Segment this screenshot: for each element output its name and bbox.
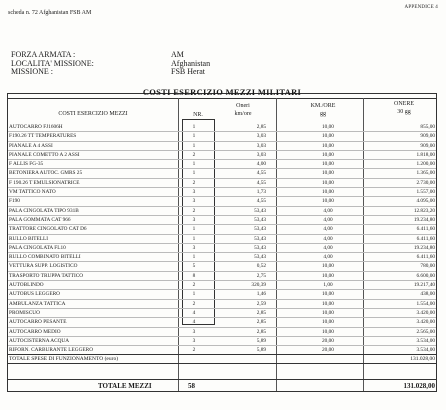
onere-total: 2.730,00 [416,179,435,186]
table-row [8,142,436,151]
oneri-value: 53,43 [254,226,266,233]
totale-funz-label: TOTALE SPESE DI FUNZIONAMENTO (euro) [9,356,119,362]
totale-mezzi-label: TOTALE MEZZI [98,382,152,390]
table-row [8,179,436,188]
onere-total: 3.420,00 [416,319,435,326]
km-ore-value: 1,00 [323,282,333,289]
table-row [8,216,436,225]
km-ore-value: 10,00 [322,198,334,205]
onere-total: 855,00 [420,124,435,130]
col-header-onere: ONERE [394,101,414,107]
table-title: COSTI ESERCIZIO MEZZI MILITARI [142,87,302,97]
vehicle-name: PALA CINGOLATA TIPO 931B [9,207,79,214]
oneri-value: 320,39 [251,282,266,289]
col-header-km: KM./ORE [310,103,336,109]
table-row [8,169,436,178]
km-ore-value: 4,00 [323,207,333,214]
costs-table [7,87,437,392]
totale-mezzi-nr: 58 [188,382,195,390]
vehicle-count: 1 [192,170,196,177]
onere-total: 19.217,40 [413,282,435,289]
col-header-km-unit: gg [320,111,326,117]
vehicle-count: 2 [192,347,196,354]
km-ore-value: 4,00 [323,244,333,251]
oneri-value: 3,03 [256,133,266,140]
vehicle-name: F190 [9,198,20,205]
oneri-value: 53,43 [254,235,266,242]
km-ore-value: 4,00 [323,254,333,261]
forza-label: FORZA ARMATA : [11,50,76,59]
vehicle-count: 2 [192,207,196,214]
oneri-value: 4,55 [256,170,266,177]
table-row [8,244,436,253]
title-rule [8,98,436,99]
table-row [8,262,436,271]
oneri-value: 5,89 [256,347,266,354]
onere-total: 6.411,60 [416,235,435,242]
appendix-label: APPENDICE 4 [404,5,438,10]
oneri-value: 0,52 [256,263,266,270]
mission-info [11,51,291,77]
onere-total: 909,00 [420,133,435,140]
onere-total: 19.234,80 [413,244,435,251]
oneri-value: 2,85 [256,124,266,130]
vehicle-count: 3 [192,244,196,251]
table-row [8,123,436,132]
vehicle-count: 1 [192,254,196,261]
oneri-value: 5,89 [256,337,266,344]
onere-total: 1.557,00 [416,189,435,196]
vehicle-name: AUTOBUS LEGGERO [9,291,60,298]
oneri-value: 2,85 [256,309,266,316]
km-ore-value: 10,00 [322,142,334,149]
oneri-value: 53,43 [254,207,266,214]
vehicle-count: 2 [192,179,196,186]
onere-total: 1.200,00 [416,161,435,168]
vehicle-count: 1 [192,124,196,130]
vehicle-name: VM TATTICO NATO [9,189,56,196]
km-ore-value: 10,00 [322,124,334,130]
vehicle-name: RULLO COMBINATO BITELLI [9,254,81,261]
oneri-value: 53,43 [254,254,266,261]
vehicle-name: AUTOCISTERNA ACQUA [9,337,70,344]
totale-funz-value: 131.028,00 [410,356,435,362]
table-row [8,337,436,346]
col-header-mezzi: COSTI ESERCIZIO MEZZI [58,111,128,117]
vehicle-count: 5 [192,263,196,270]
scheda-header: scheda n. 72 Afghanistan FSB AM [8,10,92,16]
table-row [8,290,436,299]
onere-total: 2.565,00 [416,328,435,335]
localita-label: LOCALITA' MISSIONE: [11,58,94,68]
oneri-value: 4,00 [256,161,266,168]
oneri-value: 1,46 [256,291,266,298]
vehicle-count: 3 [192,337,196,344]
onere-total: 3.534,00 [416,337,435,344]
oneri-value: 3,03 [256,151,266,158]
vehicle-name: TRATTORE CINGOLATO CAT D6 [9,226,87,233]
vehicle-count: 3 [192,198,196,205]
oneri-value: 1,73 [256,189,266,196]
vehicle-name: PIANALE COMETTO A 2 ASSI [9,151,80,158]
km-ore-value: 10,00 [322,133,334,140]
table-row [8,300,436,309]
table-row [8,188,436,197]
vehicle-count: 3 [192,328,196,335]
onere-total: 12.823,20 [413,207,435,214]
km-ore-value: 10,00 [322,161,334,168]
vehicle-name: AUTOBLINDO [9,282,44,289]
oneri-value: 2,75 [256,272,266,279]
km-ore-value: 10,00 [322,189,334,196]
table-row [8,197,436,206]
vehicle-count: 2 [192,151,196,158]
onere-total: 1.365,00 [416,170,435,177]
onere-total: 19.234,80 [413,216,435,223]
table-row [8,160,436,169]
vehicle-count: 3 [192,189,196,196]
table-row [8,235,436,244]
km-ore-value: 10,00 [322,179,334,186]
oneri-value: 2,59 [256,300,266,307]
vehicle-name: PALA GOMMATA CAT 966 [9,216,71,223]
col-header-nr: NR. [193,112,203,118]
oneri-value: 4,55 [256,198,266,205]
vehicle-count: 1 [192,226,196,233]
oneri-value: 53,43 [254,244,266,251]
vehicle-count: 8 [192,272,196,279]
table-row [8,328,436,337]
vehicle-name: RULLO BITELLI [9,235,48,242]
onere-total: 1.818,00 [416,151,435,158]
onere-total: 780,00 [420,263,435,270]
vehicle-count: 4 [192,309,196,316]
col-header-oneri-unit: km/ore [234,111,252,117]
forza-value: AM [171,50,184,59]
km-ore-value: 4,00 [323,216,333,223]
km-ore-value: 10,00 [322,291,334,298]
vehicle-name: F ALLIS FG-35 [9,161,44,168]
table-row [8,132,436,141]
vehicle-name: F 190.26 T EMULSIONATRICE [9,179,80,186]
onere-total: 3.534,00 [416,347,435,354]
totale-mezzi-value: 131.028,00 [403,382,435,390]
vehicle-count: 1 [192,133,196,140]
totale-funzionamento-row [8,354,436,364]
vehicle-count: 3 [192,216,196,223]
km-ore-value: 10,00 [322,151,334,158]
table-row [8,151,436,160]
localita-value: Afghanistan [171,58,211,68]
km-ore-value: 20,00 [322,347,334,354]
onere-total: 438,00 [420,291,435,298]
onere-total: 3.420,00 [416,309,435,316]
km-ore-value: 4,00 [323,235,333,242]
table-row [8,281,436,290]
km-ore-value: 10,00 [322,328,334,335]
vehicle-count: 1 [192,235,196,242]
col-header-oneri: Oneri [236,103,250,109]
km-ore-value: 10,00 [322,272,334,279]
table-row [8,272,436,281]
vehicle-name: AUTOCARRO MEDIO [9,328,61,335]
km-ore-value: 10,00 [322,319,334,326]
vehicle-name: F190.26 TT TEMPERATURES [9,133,77,140]
vehicle-count: 1 [192,291,196,298]
km-ore-value: 10,00 [322,309,334,316]
oneri-value: 2,85 [256,328,266,335]
missione-value: FSB Herat [171,67,205,76]
km-ore-value: 10,00 [322,300,334,307]
onere-total: 4.095,00 [416,198,435,205]
vehicle-name: BETONIERA AUTOC. GMRS 25 [9,170,83,177]
vehicle-name: AMBULANZA TATTICA [9,300,66,307]
km-ore-value: 4,00 [323,226,333,233]
vehicle-name: RIFORN. CARBURANTE LEGGERO [9,347,94,354]
oneri-value: 4,55 [256,179,266,186]
vehicle-count: 1 [192,142,196,149]
onere-total: 6.411,60 [416,254,435,261]
vehicle-name: PIANALE A 4 ASSI [9,142,53,149]
table-row [8,318,436,327]
vehicle-name: PALA CINGOLATA FL10 [9,244,66,251]
km-ore-value: 10,00 [322,263,334,270]
vehicle-name: TRASPORTO TRUPPA TATTICO [9,272,84,279]
vehicle-name: PROMISCUO [9,309,40,316]
vehicle-name: AUTOCARRO PESANTE [9,319,67,326]
oneri-value: 2,85 [256,319,266,326]
table-row [8,207,436,216]
table-body [8,123,436,355]
km-ore-value: 10,00 [322,170,334,177]
vehicle-count: 2 [192,300,196,307]
table-row [8,253,436,262]
oneri-value: 3,03 [256,142,266,149]
table-row [8,309,436,318]
onere-total: 6.600,00 [416,272,435,279]
missione-label: MISSIONE : [11,67,54,76]
table-row [8,225,436,234]
onere-total: 909,00 [420,142,435,149]
col-header-onere-unit: 30 gg [397,109,411,115]
onere-total: 1.554,00 [416,300,435,307]
vehicle-count: 1 [192,161,196,168]
km-ore-value: 20,00 [322,337,334,344]
oneri-value: 53,43 [254,216,266,223]
onere-total: 6.411,60 [416,226,435,233]
vehicle-count: 4 [192,319,196,326]
vehicle-name: AUTOCARRO FJ1606H [9,124,63,130]
vehicle-name: VETTURA SUPP. LOGISTICO [9,263,78,270]
totale-mezzi-row [8,379,436,392]
vehicle-count: 2 [192,282,196,289]
